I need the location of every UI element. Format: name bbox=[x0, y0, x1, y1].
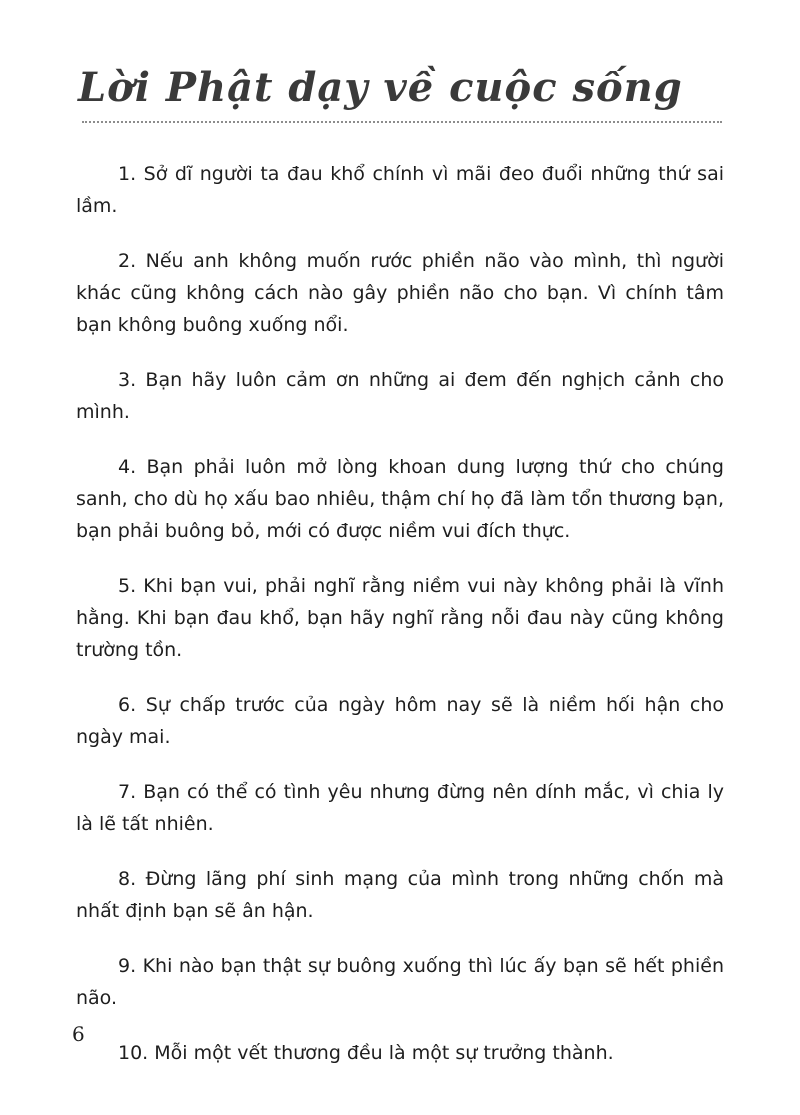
teaching-item-10: 10. Mỗi một vết thương đều là một sự trưởng thành. bbox=[118, 1042, 614, 1064]
teaching-item-8: 8. Đừng lãng phí sinh mạng của mình trong những chốn mà nhất định bạn sẽ ân hận. bbox=[76, 868, 724, 922]
page-title: Lời Phật dạy về cuộc sống bbox=[78, 64, 683, 111]
title-underline bbox=[82, 121, 722, 123]
teaching-item-7: 7. Bạn có thể có tình yêu nhưng đừng nên dính mắc, vì chia ly là lẽ tất nhiên. bbox=[76, 781, 724, 835]
page-number: 6 bbox=[72, 1022, 85, 1046]
teaching-item-9: 9. Khi nào bạn thật sự buông xuống thì lúc ấy bạn sẽ hết phiền não. bbox=[76, 955, 724, 1009]
teaching-item-5: 5. Khi bạn vui, phải nghĩ rằng niềm vui này không phải là vĩnh hằng. Khi bạn đau khổ, bạn hãy nghĩ rằng nỗi đau này cũng không trường tồn. bbox=[76, 575, 724, 661]
teaching-item-3: 3. Bạn hãy luôn cảm ơn những ai đem đến nghịch cảnh cho mình. bbox=[76, 369, 724, 423]
teaching-item-4: 4. Bạn phải luôn mở lòng khoan dung lượng thứ cho chúng sanh, cho dù họ xấu bao nhiêu, thậm chí họ đã làm tổn thương bạn, bạn phải buông bỏ, mới có được niềm vui đích thực. bbox=[76, 456, 724, 542]
teachings-list bbox=[76, 158, 724, 1092]
teaching-item-1: 1. Sở dĩ người ta đau khổ chính vì mãi đeo đuổi những thứ sai lầm. bbox=[76, 163, 724, 217]
teaching-item-6: 6. Sự chấp trước của ngày hôm nay sẽ là niềm hối hận cho ngày mai. bbox=[76, 694, 724, 748]
teaching-item-2: 2. Nếu anh không muốn rước phiền não vào mình, thì người khác cũng không cách nào gây phiền não cho bạn. Vì chính tâm bạn không buông xuống nổi. bbox=[76, 250, 724, 336]
